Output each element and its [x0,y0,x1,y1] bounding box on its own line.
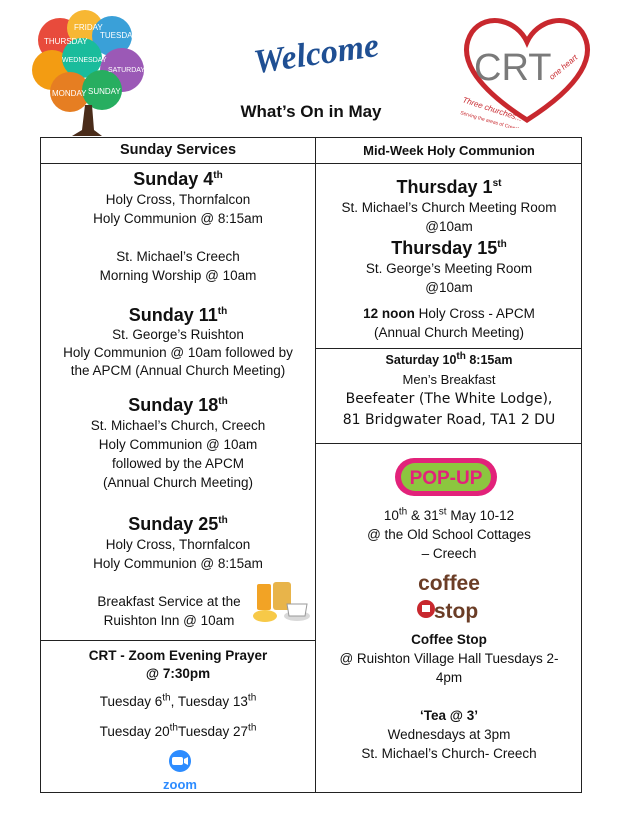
sunday-18-title: Sunday 18th [128,395,228,415]
sunday-18-line1: St. Michael’s Church, Creech [90,418,266,433]
coffee-logo-word1: coffee [418,572,480,595]
tree-day-friday: FRIDAY [74,23,103,32]
sunday-11-title: Sunday 11th [128,305,228,325]
sunday-11-line1: St. George’s Ruishton [112,327,244,342]
mens-breakfast-date: Saturday 10th 8:15am [385,350,513,367]
sunday-11-line3: the APCM (Annual Church Meeting) [70,363,286,378]
popup-block [316,506,582,563]
popup-place: – Creech [421,546,477,561]
zoom-dates-row2: Tuesday 20thTuesday 27th [99,722,257,739]
thursday-1-line1: St. Michael’s Church Meeting Room [341,200,557,215]
thursday-1-block [316,176,582,236]
sunday-25-line1: Holy Cross, Thornfalcon [105,537,251,552]
sunday-18-block [41,394,315,492]
tea-block [316,706,582,763]
mens-breakfast-address: 81 Bridgwater Road, TA1 2 DU [342,412,556,428]
tree-day-saturday: SATURDAY [108,67,146,74]
popup-venue: @ the Old School Cottages [367,527,531,542]
sunday-11-block [41,304,315,380]
zoom-logo [157,749,203,791]
sunday-4-line3: St. Michael’s Creech [116,249,240,264]
sunday-25-line3: Breakfast Service at the [97,594,241,609]
popup-logo-text: POP-UP [409,468,483,489]
sunday-services-heading: Sunday Services [119,142,237,158]
welcome-logo [245,20,395,82]
apcm-noon-line2: (Annual Church Meeting) [373,325,525,340]
popup-logo [393,456,499,498]
apcm-noon-line1: 12 noon Holy Cross - APCM [363,306,535,321]
mens-breakfast-block [316,351,582,431]
sunday-4-line2: Holy Communion @ 8:15am [93,211,263,226]
sunday-25-line4: Ruishton Inn @ 10am [103,613,235,628]
midweek-communion-heading: Mid-Week Holy Communion [363,143,535,158]
coffee-stop-logo [415,568,483,626]
coffee-logo-word2: stop [433,600,479,623]
page-title: What’s On in May [240,102,382,121]
sunday-25-title: Sunday 25th [128,514,228,534]
left-divider-zoom [41,640,315,641]
coffee-stop-title: Coffee Stop [411,632,487,647]
tree-day-thursday: THURSDAY [44,37,88,46]
right-divider-breakfast [315,348,581,349]
crt-tagline-three: Three churches... [461,95,524,124]
welcome-text: Welcome [251,26,382,82]
header-divider [41,163,581,164]
sunday-25-line2: Holy Communion @ 8:15am [93,556,263,571]
crt-letters: CRT [474,47,552,89]
thursday-1-line2: @10am [425,219,473,234]
tree-day-monday: MONDAY [52,89,87,98]
sunday-18-line4: (Annual Church Meeting) [102,475,254,490]
crt-tagline-heart: one heart [547,52,580,82]
thursday-1-title: Thursday 1st [396,177,502,197]
tea-line1: Wednesdays at 3pm [387,727,511,742]
tea-title: ‘Tea @ 3’ [420,708,478,723]
sunday-4-title: Sunday 4th [133,169,223,189]
tree-day-sunday: SUNDAY [88,87,121,96]
coffee-stop-line1: @ Ruishton Village Hall Tuesdays 2- [339,651,559,666]
sunday-11-line2: Holy Communion @ 10am followed by [63,345,293,360]
sunday-4-block [41,168,315,285]
coffee-stop-block [316,630,582,687]
mens-breakfast-title: Men’s Breakfast [402,372,496,387]
coffee-stop-line2: 4pm [435,670,463,685]
thursday-15-block [316,237,582,297]
thursday-15-title: Thursday 15th [391,238,507,258]
right-divider-popup [315,443,581,444]
breakfast-illustration [253,578,311,626]
thursday-15-line2: @10am [425,280,473,295]
apcm-noon-block [316,304,582,342]
zoom-logo-text: zoom [163,777,197,792]
zoom-title-line2: @ 7:30pm [145,666,211,681]
mens-breakfast-venue: Beefeater (The White Lodge), [345,391,553,407]
zoom-title-line1: CRT - Zoom Evening Prayer [88,648,268,663]
events-table [40,137,582,793]
zoom-dates-row1: Tuesday 6th, Tuesday 13th [99,692,257,709]
tree-day-tuesday: TUESDAY [100,31,138,40]
tea-line2: St. Michael’s Church- Creech [361,746,537,761]
sunday-4-line1: Holy Cross, Thornfalcon [105,192,251,207]
sunday-18-line3: followed by the APCM [111,456,245,471]
sunday-18-line2: Holy Communion @ 10am [98,437,258,452]
tree-day-wednesday: WEDNESDAY [62,57,107,64]
popup-dates: 10th & 31st May 10-12 [383,506,515,523]
sunday-4-line4: Morning Worship @ 10am [99,268,257,283]
thursday-15-line1: St. George’s Meeting Room [365,261,533,276]
zoom-prayer-block [41,647,315,741]
